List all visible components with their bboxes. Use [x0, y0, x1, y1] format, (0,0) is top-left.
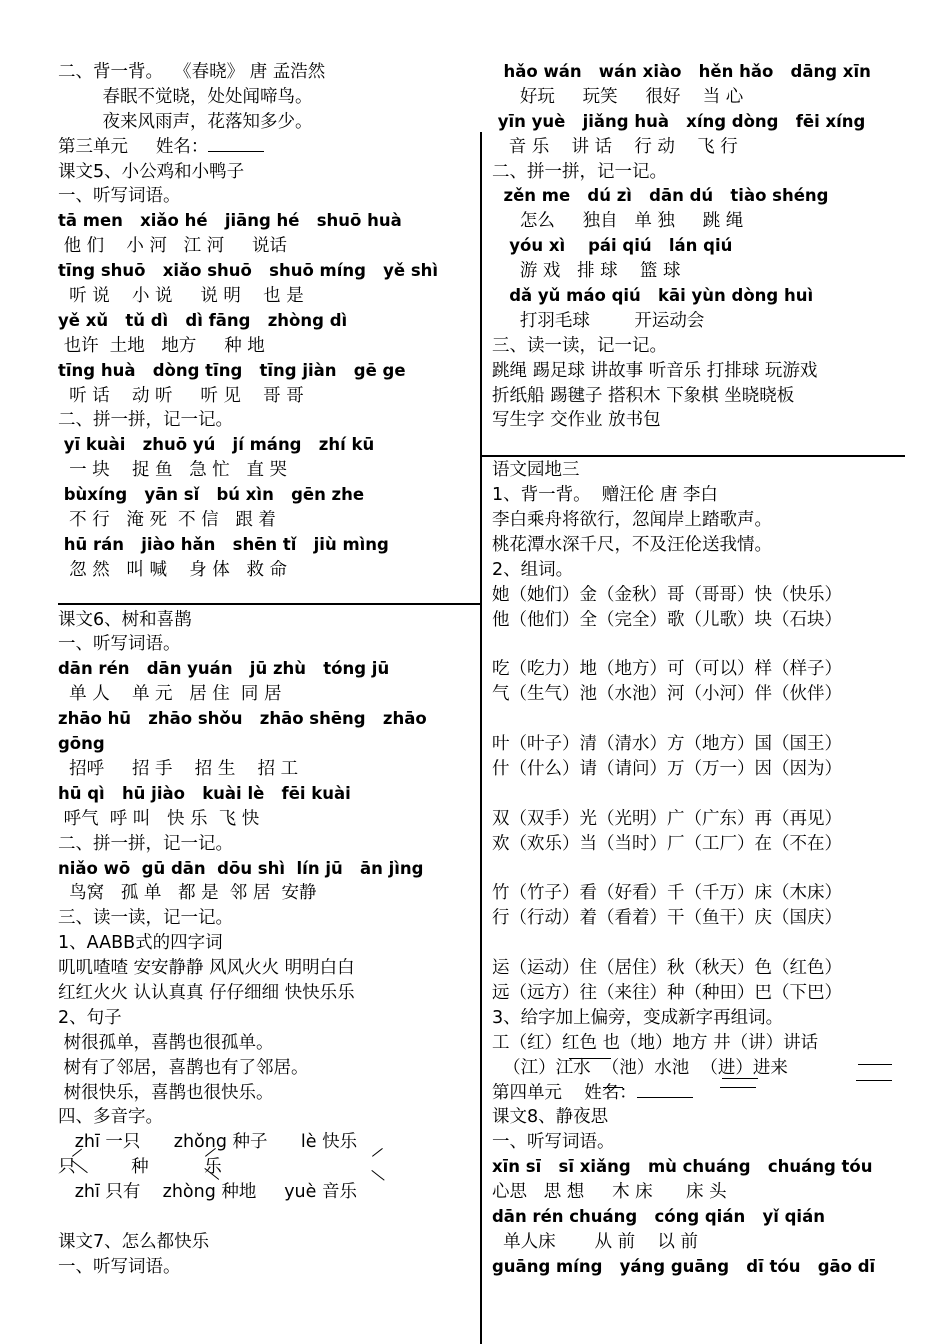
line-text: 单 人 单 元 居 住 同 居: [58, 684, 282, 705]
pinyin-line: [58, 707, 478, 732]
text-line: [492, 832, 912, 857]
line-text: （江）江水 （池）水池 （进）进来: [492, 1057, 788, 1078]
line-text: 鸟窝 孤 单 都 是 邻 居 安静: [58, 883, 317, 904]
line-text: bùxíng yān sǐ bú xìn gēn zhe: [58, 485, 365, 505]
text-line: [58, 757, 478, 782]
line-text: tīng huà dòng tīng tīng jiàn gē ge: [58, 360, 406, 380]
text-line: [58, 234, 478, 259]
line-text: 桃花潭水深千尺，不及汪伦送我情。: [492, 534, 772, 555]
text-line: [492, 359, 912, 384]
line-text: 怎么 独自 单 独 跳 绳: [492, 211, 744, 232]
line-text: 他 们 小 河 江 河 说话: [58, 236, 288, 257]
text-line: [492, 160, 912, 185]
line-text: 心思 思 想 木 床 床 头: [492, 1182, 727, 1203]
text-line: [58, 1081, 478, 1106]
name-blank[interactable]: [208, 137, 264, 152]
text-line: [58, 334, 478, 359]
text-line: [58, 160, 478, 185]
line-text: 李白乘舟将欲行，忽闻岸上踏歌声。: [492, 510, 772, 531]
line-text: 单人床 从 前 以 前: [492, 1231, 698, 1252]
left-column: [58, 60, 478, 1280]
line-text: 一、听写词语。: [58, 186, 181, 207]
pinyin-line: [58, 657, 478, 682]
right-column: [492, 60, 912, 1280]
pinyin-line: [492, 284, 912, 309]
text-line: [58, 1056, 478, 1081]
text-line: [492, 408, 912, 433]
text-line: [492, 1006, 912, 1031]
line-text: 二、拼一拼，记一记。: [58, 833, 233, 854]
line-text: zěn me dú zì dān dú tiào shéng: [492, 186, 829, 206]
line-text: 三、读一读，记一记。: [58, 908, 233, 929]
text-line: [492, 707, 912, 732]
line-text: 课文5、小公鸡和小鸭子: [58, 161, 245, 182]
line-text: 1、AABB式的四字词: [58, 933, 223, 954]
line-text: 竹（竹子）看（好看）千（千万）床（木床）: [492, 883, 842, 904]
text-line: [492, 881, 912, 906]
line-text: 树很快乐，喜鹊也很快乐。: [58, 1082, 274, 1103]
text-line: [492, 259, 912, 284]
text-line: [58, 881, 478, 906]
pinyin-line: [58, 533, 478, 558]
text-line: [58, 632, 478, 657]
line-text: 三、读一读，记一记。: [492, 335, 667, 356]
line-text: 红红火火 认认真真 仔仔细细 快快乐乐: [58, 982, 355, 1003]
line-text: yě xǔ tǔ dì dì fāng zhòng dì: [58, 310, 348, 330]
line-text: hǎo wán wán xiào hěn hǎo dāng xīn: [492, 62, 871, 81]
pinyin-line: [492, 1205, 912, 1230]
pinyin-line: [58, 309, 478, 334]
text-line: [492, 807, 912, 832]
line-text: dān rén chuáng cóng qián yǐ qián: [492, 1206, 825, 1226]
text-line: [492, 682, 912, 707]
text-line: [58, 60, 478, 85]
pinyin-line: [58, 857, 478, 882]
text-line: [492, 209, 912, 234]
line-text: zhī 一只 zhǒng 种子 lè 快乐: [58, 1132, 358, 1153]
line-text: 叶（叶子）清（清水）方（地方）国（国王）: [492, 734, 842, 755]
text-line: [492, 1105, 912, 1130]
name-blank[interactable]: [637, 1083, 693, 1098]
text-line: [492, 309, 912, 334]
text-line: [492, 956, 912, 981]
text-line: [492, 458, 912, 483]
text-line: [58, 832, 478, 857]
section-divider-garden3: [480, 455, 905, 457]
line-text: 二、拼一拼，记一记。: [58, 410, 233, 431]
line-text: yī kuài zhuō yú jí máng zhí kū: [58, 435, 375, 455]
answer-underline: [856, 1080, 892, 1081]
line-text: 只 种 乐: [58, 1157, 222, 1178]
line-text: 欢（欢乐）当（当时）厂（工厂）在（不在）: [492, 833, 842, 854]
line-text: 二、拼一拼，记一记。: [492, 161, 667, 182]
text-line: [492, 1180, 912, 1205]
line-text: 听 话 动 听 听 见 哥 哥: [58, 385, 304, 406]
line-text: 课文6、树和喜鹊: [58, 609, 192, 630]
line-text: 树很孤单，喜鹊也很孤单。: [58, 1032, 274, 1053]
text-line: [58, 135, 478, 160]
line-text: dǎ yǔ máo qiú kāi yùn dòng huì: [492, 286, 814, 306]
line-text: 忽 然 叫 喊 身 体 救 命: [58, 559, 288, 580]
text-line: [58, 284, 478, 309]
text-line: [58, 956, 478, 981]
pinyin-line: [58, 782, 478, 807]
text-line: [492, 1081, 912, 1106]
line-text: 呼气 呼 叫 快 乐 飞 快: [58, 808, 260, 829]
text-line: [492, 981, 912, 1006]
pinyin-line: [58, 732, 478, 757]
pinyin-line: [58, 483, 478, 508]
line-text: 打羽毛球 开运动会: [492, 310, 705, 331]
line-text: 第三单元 姓名：: [58, 136, 209, 157]
text-line: [58, 458, 478, 483]
pinyin-line: [58, 259, 478, 284]
text-line: [492, 857, 912, 882]
text-line: [58, 1105, 478, 1130]
line-text: 2、组词。: [492, 559, 574, 580]
pinyin-line: [492, 184, 912, 209]
line-text: 夜来风雨声，花落知多少。: [58, 111, 313, 132]
column-divider: [480, 132, 482, 1344]
text-line: [58, 85, 478, 110]
line-text: 四、多音字。: [58, 1107, 163, 1128]
line-text: hū rán jiào hǎn shēn tǐ jiù mìng: [58, 534, 389, 554]
line-text: dān rén dān yuán jū zhù tóng jū: [58, 659, 390, 679]
text-line: [492, 632, 912, 657]
line-text: guāng míng yáng guāng dī tóu gāo dī: [492, 1256, 876, 1276]
text-line: [58, 508, 478, 533]
text-line: [58, 1180, 478, 1205]
line-text: 一 块 捉 鱼 急 忙 直 哭: [58, 460, 288, 481]
line-text: 听 说 小 说 说 明 也 是: [58, 286, 304, 307]
line-text: 课文8、静夜思: [492, 1107, 609, 1128]
text-line: [492, 906, 912, 931]
line-text: 二、背一背。 《春晓》 唐 孟浩然: [58, 62, 326, 82]
text-line: [58, 558, 478, 583]
pinyin-line: [58, 359, 478, 384]
line-text: 不 行 淹 死 不 信 跟 着: [58, 510, 276, 531]
text-line: [492, 334, 912, 359]
text-line: [58, 184, 478, 209]
text-line: [492, 608, 912, 633]
text-line: [58, 1031, 478, 1056]
text-line: [492, 533, 912, 558]
text-line: [58, 1155, 478, 1180]
line-text: 好玩 玩笑 很好 当 心: [492, 86, 744, 107]
line-text: 课文7、怎么都快乐: [58, 1231, 210, 1252]
text-line: [492, 931, 912, 956]
line-text: 工（红）红色 也（地）地方 井（讲）讲话: [492, 1032, 819, 1053]
text-line: [58, 906, 478, 931]
text-line: [58, 1230, 478, 1255]
line-text: 远（远方）往（来往）种（种田）巴（下巴）: [492, 982, 842, 1003]
line-text: 叽叽喳喳 安安静静 风风火火 明明白白: [58, 958, 355, 979]
line-text: yóu xì pái qiú lán qiú: [492, 236, 733, 256]
line-text: 1、背一背。 赠汪伦 唐 李白: [492, 485, 718, 506]
pinyin-line: [492, 60, 912, 85]
text-line: [492, 657, 912, 682]
line-text: zhāo hū zhāo shǒu zhāo shēng zhāo: [58, 709, 427, 729]
text-line: [492, 384, 912, 409]
text-line: [58, 1255, 478, 1280]
line-text: 音 乐 讲 话 行 动 飞 行: [492, 136, 738, 157]
line-text: hū qì hū jiào kuài lè fēi kuài: [58, 783, 351, 803]
line-text: 运（运动）住（居住）秋（秋天）色（红色）: [492, 958, 842, 979]
line-text: tīng shuō xiǎo shuō shuō míng yě shì: [58, 261, 439, 281]
text-line: [492, 85, 912, 110]
text-line: [58, 408, 478, 433]
text-line: [492, 583, 912, 608]
text-line: [492, 1130, 912, 1155]
line-text: 双（双手）光（光明）广（广东）再（再见）: [492, 808, 842, 829]
text-line: [492, 135, 912, 160]
pinyin-line: [492, 1155, 912, 1180]
line-text: gōng: [58, 734, 105, 754]
text-line: [58, 1006, 478, 1031]
line-text: 语文园地三: [492, 460, 580, 481]
line-text: 一、听写词语。: [58, 1256, 181, 1277]
answer-underline: [722, 1078, 758, 1079]
line-text: zhī 只有 zhòng 种地 yuè 音乐: [58, 1182, 357, 1203]
line-text: 第四单元 姓名：: [492, 1082, 637, 1103]
text-line: [492, 782, 912, 807]
line-text: yīn yuè jiǎng huà xíng dòng fēi xíng: [492, 111, 866, 131]
text-line: [58, 981, 478, 1006]
answer-underline: [720, 1087, 756, 1088]
text-line: [492, 1056, 912, 1081]
answer-underline: [569, 1058, 611, 1059]
text-line: [492, 732, 912, 757]
text-line: [492, 558, 912, 583]
line-text: 折纸船 踢毽子 搭积木 下象棋 坐晓晓板: [492, 385, 795, 406]
text-line: [58, 931, 478, 956]
pinyin-line: [58, 209, 478, 234]
line-text: 什（什么）请（请问）万（万一）因（因为）: [492, 758, 842, 779]
line-text: 一、听写词语。: [492, 1132, 615, 1153]
text-line: [58, 1130, 478, 1155]
section-divider-lesson6: [58, 603, 480, 605]
line-text: 树有了邻居，喜鹊也有了邻居。: [58, 1057, 309, 1078]
text-line: [492, 1031, 912, 1056]
pinyin-line: [58, 433, 478, 458]
line-text: tā men xiǎo hé jiāng hé shuō huà: [58, 211, 402, 231]
answer-underline: [858, 1064, 892, 1065]
text-line: [492, 1230, 912, 1255]
line-text: 气（生气）池（水池）河（小河）伴（伙伴）: [492, 684, 842, 705]
text-line: [58, 384, 478, 409]
line-text: 3、给字加上偏旁，变成新字再组词。: [492, 1007, 784, 1028]
line-text: 招呼 招 手 招 生 招 工: [58, 758, 299, 779]
text-line: [492, 483, 912, 508]
text-line: [58, 682, 478, 707]
text-line: [492, 757, 912, 782]
line-text: 写生字 交作业 放书包: [492, 410, 661, 431]
line-text: 她（她们）金（金秋）哥（哥哥）快（快乐）: [492, 584, 842, 605]
line-text: 游 戏 排 球 篮 球: [492, 261, 681, 282]
line-text: 行（行动）着（看着）干（鱼干）庆（国庆）: [492, 908, 842, 929]
line-text: 也许 土地 地方 种 地: [58, 335, 265, 356]
line-text: 跳绳 踢足球 讲故事 听音乐 打排球 玩游戏: [492, 360, 818, 381]
answer-underline: [603, 1087, 623, 1088]
text-line: [492, 508, 912, 533]
pinyin-line: [492, 234, 912, 259]
line-text: 2、句子: [58, 1007, 122, 1028]
pinyin-line: [492, 1255, 912, 1280]
line-text: 吃（吃力）地（地方）可（可以）样（样子）: [492, 659, 842, 680]
line-text: 一、听写词语。: [58, 634, 181, 655]
text-line: [58, 110, 478, 135]
line-text: xīn sī sī xiǎng mù chuáng chuáng tóu: [492, 1157, 873, 1177]
pinyin-line: [492, 110, 912, 135]
line-text: 春眠不觉晓，处处闻啼鸟。: [58, 86, 313, 107]
text-line: [58, 807, 478, 832]
line-text: 他（他们）全（完全）歌（儿歌）块（石块）: [492, 609, 842, 630]
line-text: niǎo wō gū dān dōu shì lín jū ān jìng: [58, 858, 424, 878]
text-line: [58, 1205, 478, 1230]
text-line: [58, 608, 478, 633]
